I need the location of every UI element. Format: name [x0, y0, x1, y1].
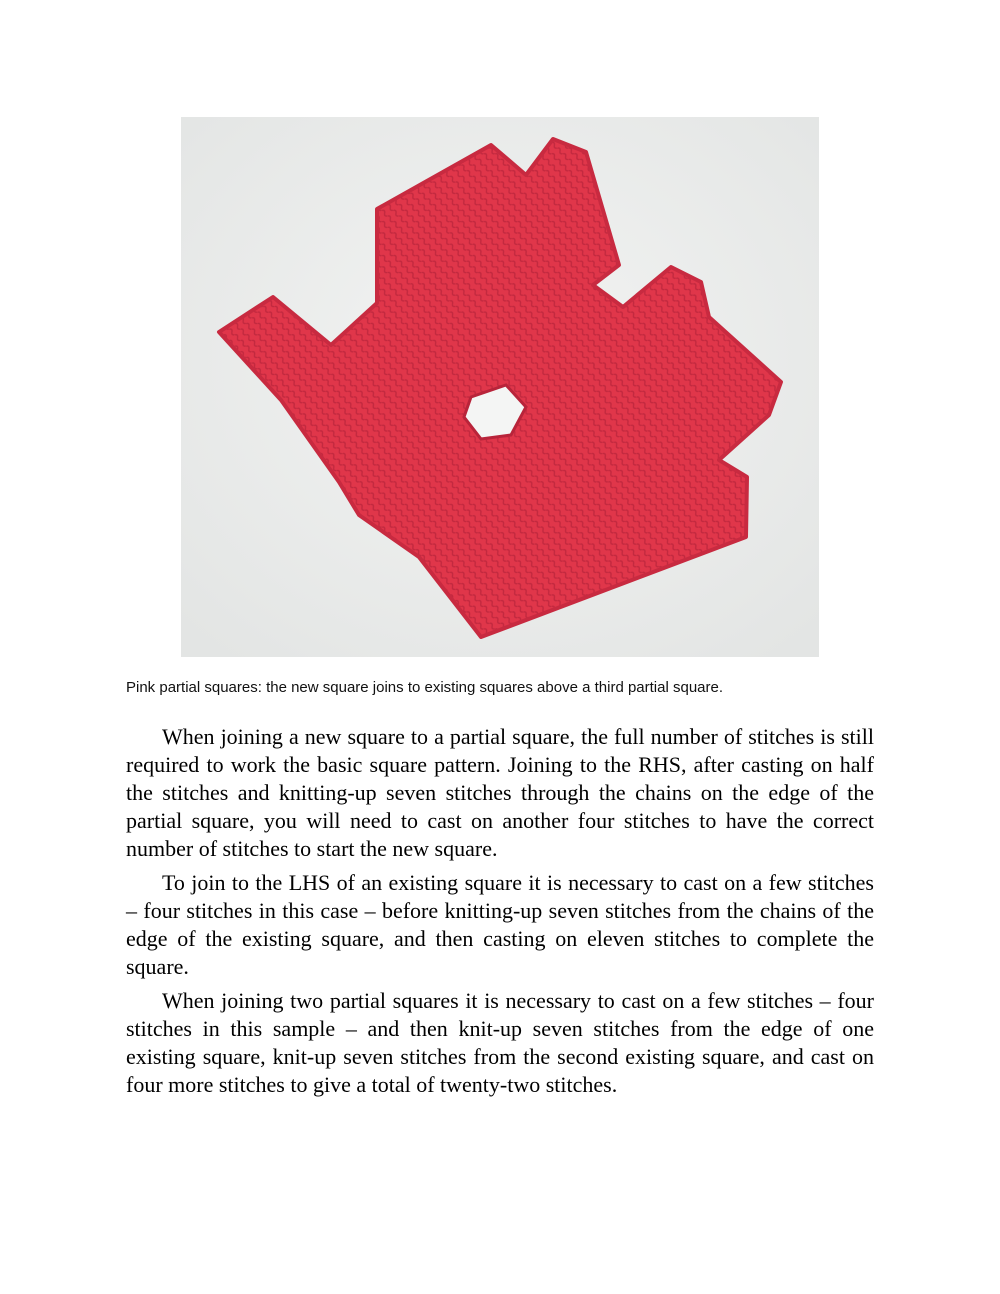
knitted-sample-illustration — [181, 117, 819, 657]
knitted-sample-photo — [181, 117, 819, 657]
paragraph-joining-rhs: When joining a new square to a partial square, the full number of stitches is still required to work the basic square pattern. Joining to the RHS, after casting on half the stitches and knitting-up seven stitches through the chains on the edge of the partial square, you will need to cast on another four stitches to have the correct number of stitches to start the new square. — [126, 724, 874, 861]
paragraph-joining-lhs: To join to the LHS of an existing square it is necessary to cast on a few stitches – four stitches in this case – before knitting-up seven stitches from the chains of the edge of the existing square, and then casting on eleven stitches to complete the square. — [126, 870, 874, 979]
body-text — [126, 723, 874, 1105]
figure-caption: Pink partial squares: the new square joins to existing squares above a third partial square. — [126, 679, 724, 696]
paragraph-joining-two-partial: When joining two partial squares it is necessary to cast on a few stitches – four stitches in this sample – and then knit-up seven stitches from the edge of one existing square, knit-up seven stitches from the second existing square, and cast on four more stitches to give a total of twenty-two stitches. — [126, 988, 874, 1097]
